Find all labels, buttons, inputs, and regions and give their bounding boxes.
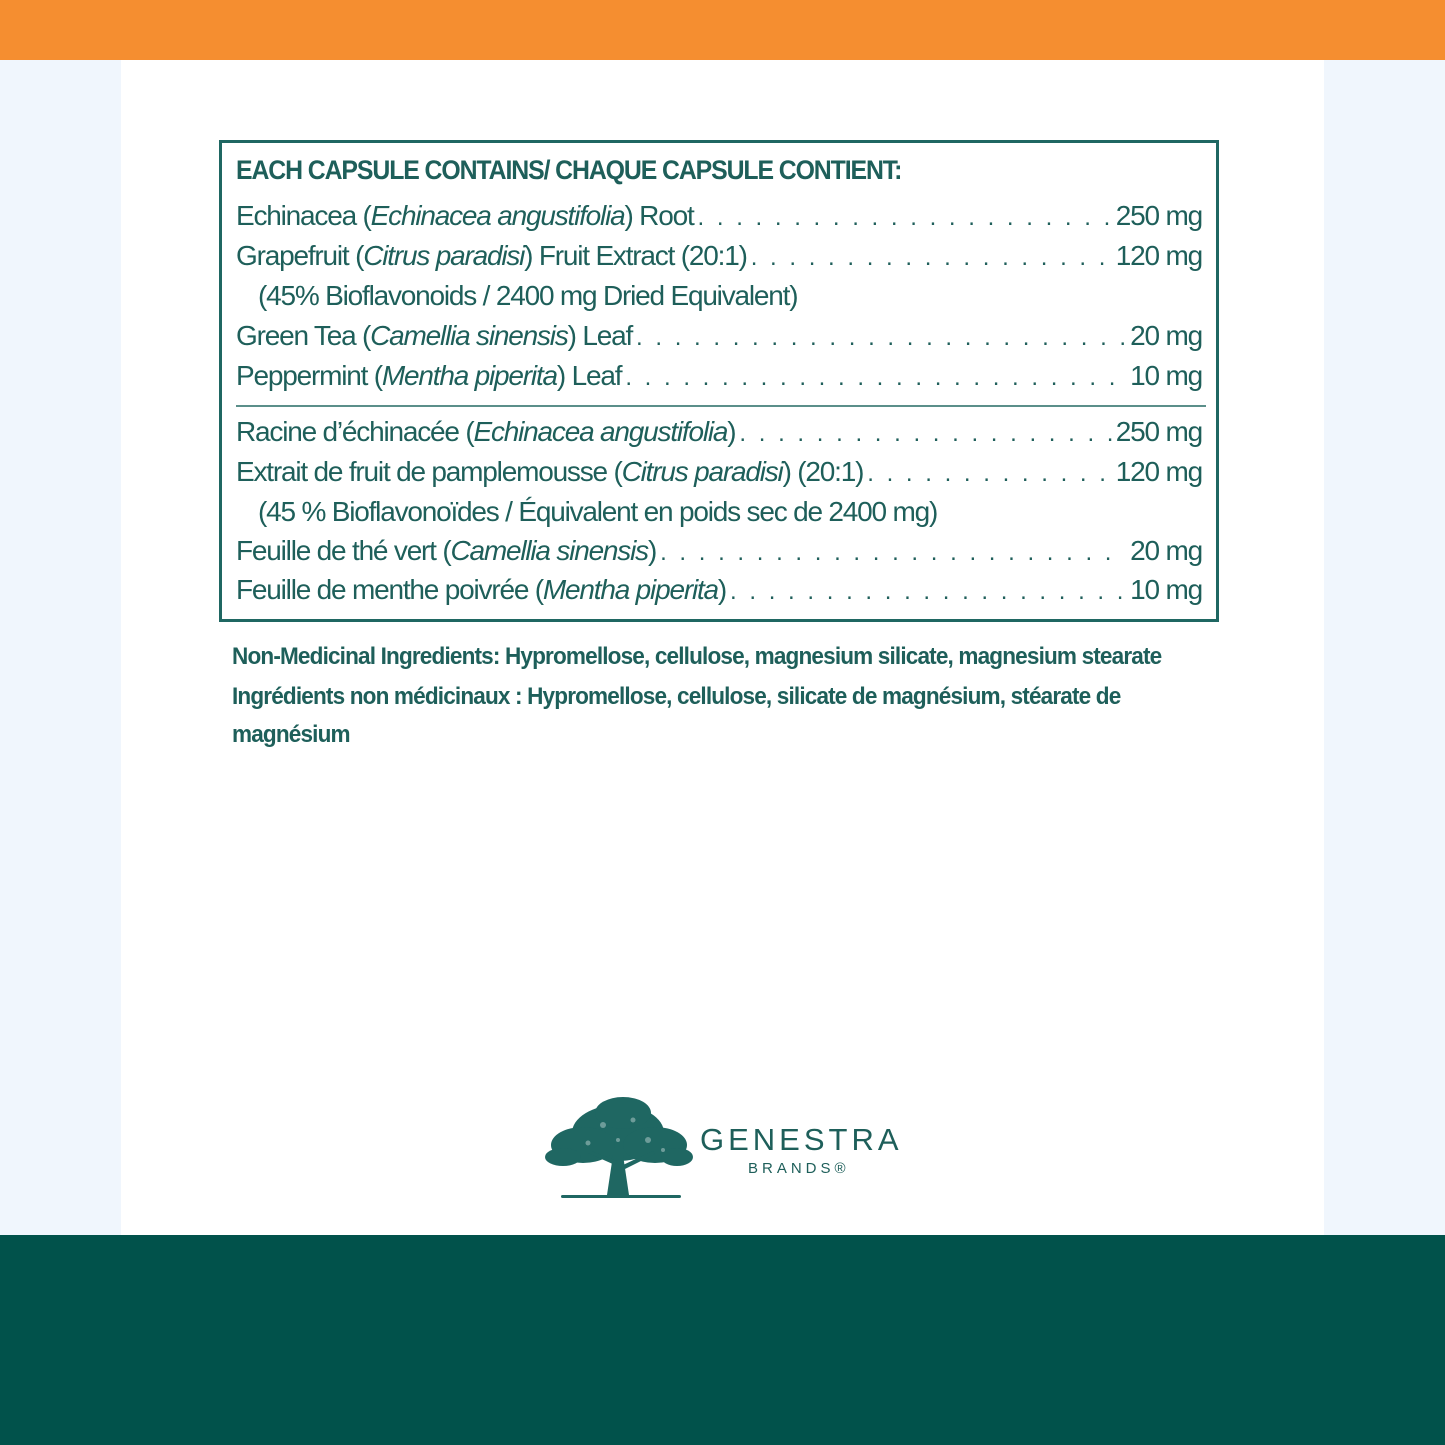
brand-sub: BRANDS® [748,1160,850,1177]
ingredient-name: Racine d’échinacée ( [236,416,474,447]
language-divider [236,405,1206,407]
ingredient-name: Peppermint ( [236,360,382,391]
ingredient-amount: 10 mg [1130,360,1202,391]
ingredient-suffix: ) Leaf [556,360,622,391]
leader-dots [660,539,1126,567]
ingredient-name: Feuille de thé vert ( [236,535,451,566]
ingredient-latin: Echinacea angustifolia [370,200,625,231]
non-medicinal-french: Ingrédients non médicinaux : Hypromellose, cellulose, silicate de magnésium, stéarate de magnésium [232,683,1121,748]
ingredient-suffix: ) (20:1) [782,456,864,487]
ingredient-latin: Camellia sinensis [450,535,648,566]
ingredient-row [236,535,1202,575]
ingredient-name: Extrait de fruit de pamplemousse ( [236,456,622,487]
ingredient-row [236,574,1202,614]
leader-dots [867,460,1112,488]
ingredient-suffix: ) [717,574,727,605]
ingredient-latin: Citrus paradisi [363,240,525,271]
ingredient-name: Feuille de menthe poivrée ( [236,574,543,605]
ingredient-amount: 20 mg [1130,535,1202,566]
ingredient-row [236,240,1202,280]
non-medicinal-english: Non-Medicinal Ingredients: Hypromellose, cellulose, magnesium silicate, magnesium stearate [232,643,1162,670]
leader-dots [636,324,1126,352]
ingredient-amount: 10 mg [1130,574,1202,605]
ingredient-latin: Echinacea angustifolia [473,416,728,447]
ingredient-latin: Camellia sinensis [370,320,568,351]
ingredient-latin: Mentha piperita [381,360,557,391]
ingredient-suffix: ) Root [624,200,694,231]
ingredient-suffix: ) [647,535,657,566]
leader-dots [730,578,1126,606]
ingredient-amount: 120 mg [1115,456,1202,487]
leader-dots [625,364,1126,392]
ingredient-name: Green Tea ( [236,320,371,351]
ingredient-name: Echinacea ( [236,200,371,231]
leader-dots [751,244,1112,272]
ingredient-amount: 250 mg [1115,416,1202,447]
brand-name: GENESTRA [700,1122,903,1157]
leader-dots [739,420,1111,448]
ingredient-suffix: ) [727,416,736,447]
ingredient-suffix: ) Leaf [567,320,633,351]
ingredient-amount: 250 mg [1115,200,1202,231]
ingredient-suffix: ) Fruit Extract (20:1) [524,240,747,271]
ingredients-heading: EACH CAPSULE CONTAINS/ CHAQUE CAPSULE CONTIENT: [236,155,902,185]
ingredient-row [236,320,1202,360]
ingredient-name: Grapefruit ( [236,240,364,271]
bottom-teal-band [0,1235,1445,1445]
ingredient-note: (45 % Bioflavonoïdes / Équivalent en poids sec de 2400 mg) [258,496,938,527]
ingredient-latin: Mentha piperita [542,574,718,605]
ingredient-amount: 120 mg [1115,240,1202,271]
ingredient-row [236,360,1202,400]
ingredient-note: (45% Bioflavonoids / 2400 mg Dried Equivalent) [258,280,798,311]
ingredient-latin: Citrus paradisi [621,456,783,487]
ingredient-row [236,200,1202,240]
ingredients-box [219,140,1219,622]
ingredient-row [236,416,1202,456]
ingredient-amount: 20 mg [1130,320,1202,351]
top-orange-band [0,0,1445,60]
leader-dots [698,204,1112,232]
ingredient-row [236,456,1202,496]
